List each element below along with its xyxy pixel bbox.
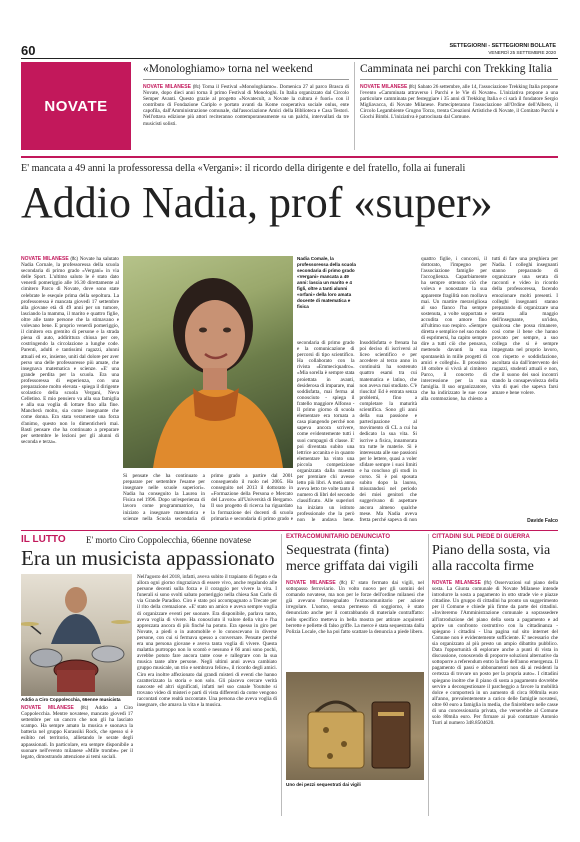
top-right-kicker: NOVATE MILANESE	[360, 84, 408, 90]
main-col-2: Si pensate che ha continuato a preparare per settembre l'esame per insegnare nelle scuole superiori». Nadia ha conseguito la Laurea in Fisica nel 1996. Dopo un'esperienza di lavoro come programmatrice, ha iniziato a insegnare matematica e scienze nella Scuola secondaria di primo grado a partire dal 2001 conseguendo il ruolo nel 2005. Ha conseguito nel 2013 il dottorato in «Formazione della Persona e Mercato del Lavoro» all'Università di Bergamo. Il suo progetto di ricerca ha riguardato la formazione dei docenti di scuola primaria e secondaria di primo grado e	[123, 473, 293, 522]
top-left-author: (lfc)	[192, 84, 201, 89]
sosta-section: CITTADINI SUL PIEDE DI GUERRA	[432, 534, 530, 540]
lutto-headline: Era un musicista appassionato	[21, 546, 275, 570]
main-headline: Addio Nadia, prof «super»	[21, 178, 493, 227]
cartello-headline: Sequestrata (finta) merce griffata dai vigili	[286, 543, 419, 574]
main-col-4: quattro figlie, i concorsi, il dottorato, l'impegno per l'associazione famiglie per l'accoglienza. Caparbiamente ha sempre ottenuto ciò che voleva e nonostante la sua apparente fragilità non mollava mai. Un martire meravigliosa al suo fianco l'ha sempre sostenuta, a volte sopportata e accudita con amore fino all'ultimo suo respiro. «Sempre diretta e semplice nel suo modo di esprimersi, ha capito sempre dire a tutti ciò che pensava, mettendo davanti la sua spontaneità in mille progetti di amici e colleghi». Il prossimo 18 ottobre si vivrà al cimitero Parco, il concerto di intercessione per la sua famiglia. Il suo organizzatore, che ha indirizzato le sue cose alla commozione, ha chiesto a tutti di fare una preghiera per Nadia. I colleghi insegnanti stanno preparando di organizzare una serata di racconti e video in ricordo della professoressa, facendo emozionare molti presenti. I colleghi insegnanti stanno preparando di organizzare una serata alla maggio dell'insegnante, un'idea, qualcosa che possa rimanere, così come il bene che hanno provato per sempre, a suo collega che si è sempre impegnata nel proprio lavoro, con rispetto e soddisfazione, ascoltata sia dall'intervento dei ragazzi, studenti attuali e non, che il suono dei suoi incontri stando la consapevolezza della vita di quei che sapeva farsi amare e bene volere.	[421, 256, 558, 403]
main-col-3: secondaria di primo grado e la comunicazione di percorsi di tipo scientifico. Ha collaborato con la rivista «Emmeciquadro». «Mia sorella è sempre stata proiettata in avanti, desiderosa di imparare, mai soddisfatta, mai ferma al conosciuto - spiega il fratello maggiore Alfonso - Il primo giorno di scuola elementare era tornata a casa piangendo perché non sapeva ancora scrivere, come evidentemente tutti i suoi compagni di classe. E' poi diventata subito una lettrice accanita e in quanto elementare ha vinto una piccola competizione organizzata dalla maestra per premiare chi avesse letto più libri. A metà anno aveva letto tre volte tanto il numero di libri del secondo classificato. Alle superiori ha iniziato un istituto professionale che la però non le andava bene. Insoddisfatta e frenata ha poi deciso di iscriversi al liceo scientifico e per accedere al terzo anno in continuità ha sostenuto quattro esami tra cui matematica e latino, che non aveva mai studiato. C'è riuscita! Ed è entrata senza problemi, fino a completare la maturità scientifica. Sono gli anni della sua passione e partecipazione al movimento di CL a cui ha dedicato la sua vita. Si iscrive a fisica, innamorata tra tutte le materie. Si è interessata alle sue passioni per le lettere, quasi a voler sfidare sempre i suoi limiti e ha concluso gli studi in corso. Si è poi sposata subito dopo la laurea, misurandosi nel periodo dei miei genitori che suggerivano di aspettare ancora almeno qualche mese. Ma Nadia aveva fretta perché sapeva di non	[297, 340, 417, 523]
sosta-author: (lfc)	[483, 580, 492, 585]
top-divider	[354, 62, 355, 150]
lutto-author: (lfc)	[80, 705, 89, 710]
top-right-rule	[360, 79, 558, 80]
main-photo-caption: Nadia Comale, la professoressa della scuola secondaria di primo grado «Vergani» mancata a 49 anni: lascia un marito e 4 figli, oltre a tanti alunni «orfani» della loro amata docente di matematica e fisica	[297, 256, 356, 309]
paper-name: SETTEGIORNI - SETTEGIORNI BOLLATE	[449, 43, 556, 49]
sosta-kicker: NOVATE MILANESE	[432, 580, 481, 586]
top-left-text: Torna il Festival «Monologhiamo». Domenica 27 al parco Brasca di Novate, dopo dieci anni torna il primo Festival di Monologhi. In Italia organizzato dal Circolo Semper Avanti. Questo grazie al progetto «Novatecult, a Novate la cultura è fuori» con il contributo di Fondazione Cariplo e portato avanti da Kome cooperativa sociale onlus, ente capofila, dall'Amministrazione comunale, dall'associazione Amici della Biblioteca e Casa Testori. Nell'ottava edizione più attori reciteranno contemporaneamente su un palchi, intervallati da tre musicisti solisti.	[143, 84, 349, 127]
top-left-title: «Monologhiamo» torna nel weekend	[143, 63, 313, 75]
top-right-author: (lfc)	[408, 84, 417, 89]
cartello-photo-caption: Uno dei pezzi sequestrati dai vigili	[286, 782, 361, 787]
header-rule	[21, 58, 558, 59]
sosta-headline: Piano della sosta, via alla raccolta firme	[432, 543, 551, 574]
lutto-deck: E' morto Ciro Coppolecchia, 66enne novatese	[86, 535, 252, 545]
cartello-author: (lfc)	[339, 580, 348, 585]
main-kicker: NOVATE MILANESE	[21, 256, 69, 262]
cartello-text: E' stato fermato dai vigili, nel sottopasso ferroviario. Un volto nuovo per gli uomini del comando novatese, ma non per le forze dell'ordine milanesi che già avevano fotosegnalato l'extracomunitario per azione irregolare. L'uomo, senza permesso di soggiorno, è stato denunciato anche per il contrabbando di materiale contraffatto: nello specifico metteva in bella mostra per attirare acquirenti berrette e pellette di falso griffe. La merce è stata sequestrata dalla Polizia Locale, che ha poi fatto scattare la denuncia a piede libero.	[286, 580, 424, 635]
cartello-section: EXTRACOMUNITARIO DENUNCIATO	[286, 534, 390, 540]
ciro-photo	[21, 574, 132, 696]
main-author: (lfc)	[70, 256, 79, 261]
drummer-illustration	[21, 574, 132, 696]
main-deck: E' mancata a 49 anni la professoressa della «Vergani»: il ricordo della dirigente e del fratello, folla ai funerali	[21, 163, 466, 174]
page-number: 60	[21, 43, 36, 58]
top-right-text: Sabato 26 settembre, alle 14, l'associazione Trekking Italia propone l'evento «Camminata attraverso i Parchi e le Vie di Novate». L'iniziativa propone a una particolare camminata per festeggiare i 35 anni di Trekking Italia e ci sarà il fondatore Sergio Migliavacca, di Novate Milanese. Partecipteranno l'associazione all'Ordine dell'Albero, il Circolo Legambiente Grugno Torzo, trenta Creazioni Artistiche di Novate, il Comitato Parchi e Giochi Bimbi. L'iniziativa è patrocinata dal Comune.	[360, 84, 558, 121]
top-left-kicker: NOVATE MILANESE	[143, 84, 191, 90]
cartello-body	[286, 580, 424, 670]
main-signature: Davide Falco	[527, 518, 558, 524]
sosta-text: Osservazioni sul piano della sosta. La Giunta comunale di Novate Milanese intende introdurre la sosta a pagamento in otto strade vie e piazze cittadine. Un gruppo di cittadini ha pronto un suggerimento per il Comune e chiede più firme da parte dei cittadini. «Inviteremo l'Amministrazione comunale a soprassedere all'introduzione del piano della sosta a pagamento e ad aprire un confronto costruttivo con la cittadinanza - spiegano i cittadini - Una pagina sul sito internet del Comune non è evidentemente sufficiente. E' necessario che sia organizzato al più presto un ampio dibattito pubblico. Data l'opportunità di esplorare anche a punti di vista in discussione, conoscendo di proporre soluzioni alternative da sottoporre a referendum entro la fine dell'anno emergenza. Il pagamento di passi e abbonamenti non dà ai residenti la certezza di trovare un posto per la propria auto». I cittadini spiegano inoltre che il piano di sosta a pagamento dovrebbe servire a decongestionare il parcheggio a favore la mobilità dolce e comporterà in un aumento di circa 800mila euro all'anno, prevalentemente a carico delle famiglie novatesi, oltre 60 euro a famiglia in media, che finirebbero nelle casse di una concessionaria privata, che verserebbe al Comune solo 80mila euro. Per firmare ai può contattare Antonio Turri al numero 348.8504620.	[432, 580, 558, 727]
top-right-body	[360, 84, 558, 150]
main-col-3b	[360, 256, 417, 338]
sosta-body	[432, 580, 558, 816]
lutto-col-2: Nell'agosto del 2018, infatti, aveva subito il trapianto di fegato e da allora ogni giorno ringraziava di essere vivo, anche regalando alle persone decenti sulla forza e il coraggio per vivere la vita. I funerali si sono svolti sabato pomeriggio nella chiesa San Carlo di via Grande Paradiso. Ciro è stato poi accompagnato a Trecate per il rito della cremazione. «E' stato un amico e aveva sempre voglia di organizzare eventi per suonare. Era disponibile, parlava tanto, aveva voglia di vivere. Ha conosciuto il valore della vita e l'ha apprezzata ancora di più finché ha potuto. Era spesso in giro per Novate, a piedi o in automobile e lo conoscevano in diverse persone, con cui si fermava spesso a conversare. Pensate perché era una persona giovane e aveva tanta voglia di vivere. Questa malattia purtroppo non lo scontò e nessuno è 66 anni sono pochi, avrebbe potuto fare ancora tante cose e rallegrare con la sua musica tante altre persone. Negli ultimi anni aveva cambiato gruppo musicale, un trio e sembrava felice», il ricordo degli amici. Ciro era inoltre affezionato dai grandi misteri di eventi che hanno caratterizzato la storia e non solo. Gli piaceva cercare verità nascoste ed altri significati, infatti nel suo canale Youtube si trovano video di misteri e parti di vista differenti da come vengono raccontati come realtà raccontate. Una persona che aveva voglia di insegnare, che amava la vita e la musica.	[137, 574, 277, 708]
top-right-title: Camminata nei parchi con Trekking Italia	[360, 63, 552, 75]
lower-rule	[21, 530, 558, 531]
nadia-photo	[123, 256, 293, 468]
top-left-body	[143, 84, 349, 150]
top-left-rule	[143, 79, 349, 80]
main-col-1-text: Novate ha salutato Nadia Cornale, la professoressa della scuola secondaria di primo grado «Vergani» in via delle Sport. L'ultimo saluto le è stato dato venerdì pomeriggio alle 16.30 direttamente al cimitero Parco di Novate, dove sono state celebrate le esequie prima della sepoltura. La professoressa è mancata giovedì 17 settembre alla giovane età di 49 anni per un tumore, lasciando la mamma, il marito e quattro figlie, oltre alle tante persone che la stimavano e volevano bene. E proprio venerdì pomeriggio, il cimitero era gremito di persone e la strada piena di auto, addirittura chiusa per ore, costringendo la circolazione a lunghe code. Parenti, adulti e tantissimi ragazzi, alunni attuali ed ex, insieme, uniti dal dolore per aver perso una delle professoresse più amate, che insegnava matematica e scienze. «E' una grande perdita per la scuola. Era una professoressa di esperienza, con una preparazione molto elevata - spiega il dirigente scolastico della scuola Vergani, Neva Celletino. E mio pensiero va alla sua famiglia e alla sua voglia di lottare fino alla fine. Mancherà molto, sia come insegnante che come donna. Era stata veramente una forza d'animo, questo non lo dimenticherò mai. Basti pensare che ha continuato a preparare per settembre le lezioni per gli alunni di seconda e terza».	[21, 256, 119, 445]
section-label: NOVATE	[21, 62, 131, 150]
handbag-illustration	[286, 672, 424, 780]
main-col-1	[21, 256, 119, 526]
portrait-illustration	[123, 256, 293, 468]
cartello-kicker: NOVATE MILANESE	[286, 580, 336, 586]
lutto-col-1-text: Addio a Ciro Coppolecchia. Mentre novatese, mancato giovedì 17 settembre per un cancro che non gli ha lasciato scampo. Ha sempre amato la musica e suonava la batteria nel gruppo Kurassiki Rock, che spesso si è esibito nel territorio, allietando le serate degli appassionati. In particolare, era sempre disponibile a suonare nell'evento milanese «Mille trombe» per il legato, dimostrando attenzione ai temi sociali.	[21, 705, 133, 760]
seized-goods-photo	[286, 672, 424, 780]
issue-date: VENERDÌ 25 SETTEMBRE 2020	[488, 50, 556, 55]
divider-b	[428, 534, 429, 816]
lutto-col-1	[21, 705, 133, 815]
lutto-section: IL LUTTO	[21, 534, 66, 545]
lutto-kicker: NOVATE MILANESE	[21, 705, 74, 711]
lutto-photo-caption: Addio a Ciro Coppolecchia, 66enne musicista	[21, 697, 121, 702]
divider-a	[281, 534, 282, 816]
main-top-rule	[21, 156, 558, 158]
